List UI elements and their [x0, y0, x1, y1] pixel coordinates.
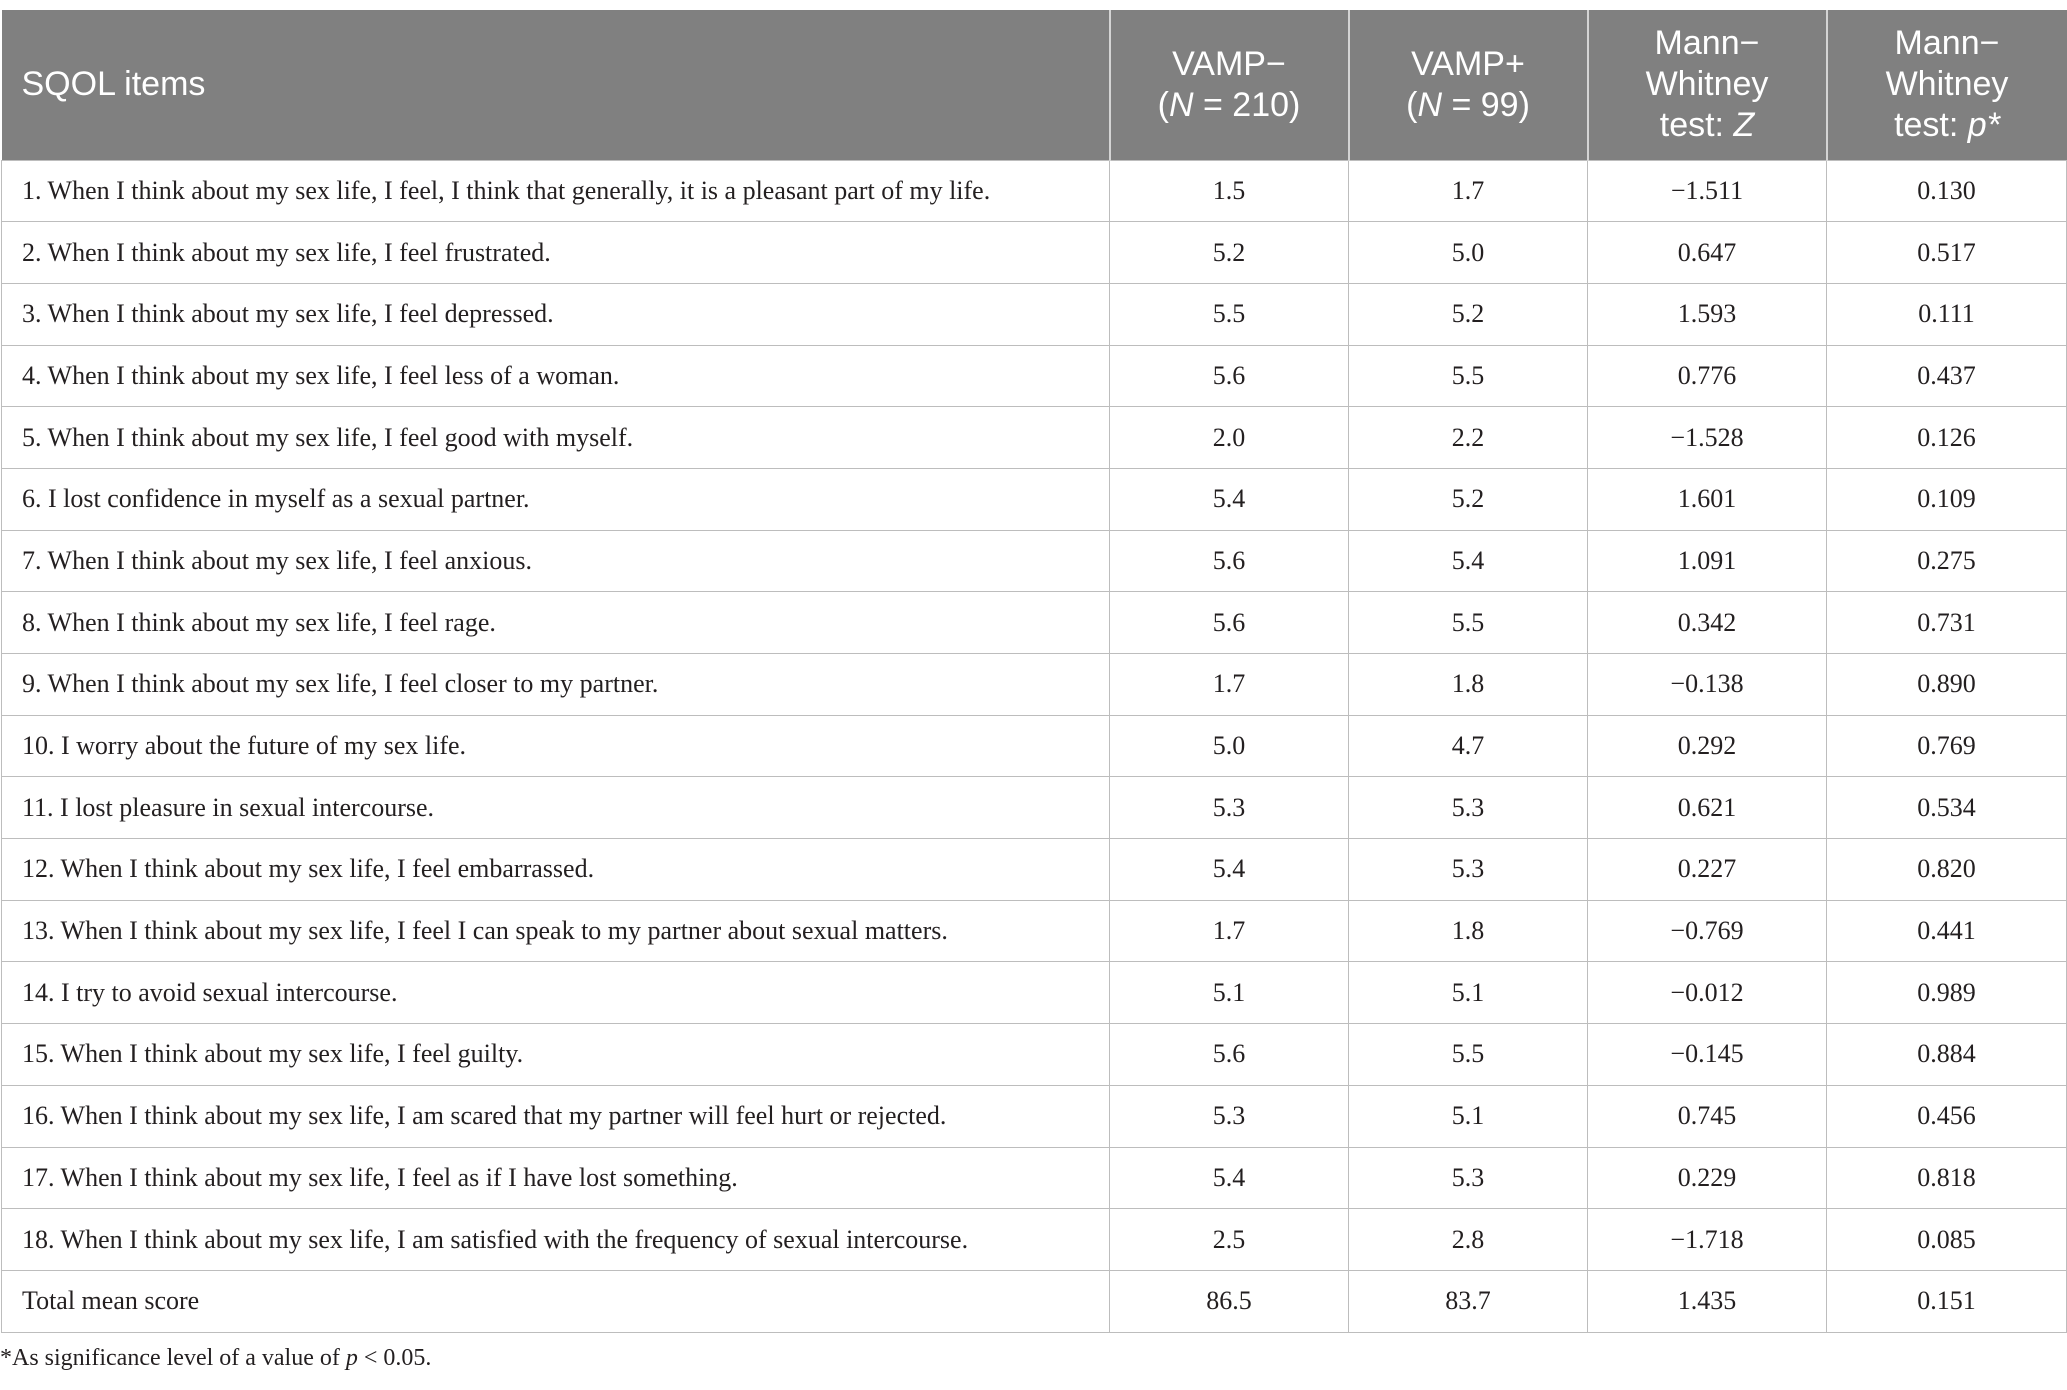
cell-sqol-item: 12. When I think about my sex life, I feel embarrassed. — [2, 839, 1110, 901]
cell-vamp-positive: 5.2 — [1349, 468, 1588, 530]
table-row — [2, 1209, 2067, 1271]
cell-p-value: 0.437 — [1827, 345, 2067, 407]
cell-sqol-item: 11. I lost pleasure in sexual intercourse. — [2, 777, 1110, 839]
cell-p-value: 0.517 — [1827, 222, 2067, 284]
cell-vamp-negative: 5.6 — [1110, 1024, 1349, 1086]
table-row — [2, 654, 2067, 716]
cell-vamp-negative: 1.5 — [1110, 160, 1349, 222]
cell-sqol-item: 7. When I think about my sex life, I feel anxious. — [2, 530, 1110, 592]
cell-p-value: 0.275 — [1827, 530, 2067, 592]
cell-sqol-item: 2. When I think about my sex life, I feel frustrated. — [2, 222, 1110, 284]
cell-z-value: −0.769 — [1588, 900, 1827, 962]
cell-z-value: −0.138 — [1588, 654, 1827, 716]
cell-p-value: 0.111 — [1827, 283, 2067, 345]
table-row — [2, 900, 2067, 962]
cell-vamp-negative: 2.5 — [1110, 1209, 1349, 1271]
cell-vamp-negative: 86.5 — [1110, 1270, 1349, 1332]
cell-vamp-negative: 5.6 — [1110, 592, 1349, 654]
cell-vamp-negative: 5.2 — [1110, 222, 1349, 284]
cell-p-value: 0.731 — [1827, 592, 2067, 654]
cell-vamp-negative: 2.0 — [1110, 407, 1349, 469]
cell-sqol-item: 9. When I think about my sex life, I feel closer to my partner. — [2, 654, 1110, 716]
cell-z-value: −1.528 — [1588, 407, 1827, 469]
cell-sqol-item: 15. When I think about my sex life, I feel guilty. — [2, 1024, 1110, 1086]
cell-vamp-positive: 5.3 — [1349, 1147, 1588, 1209]
cell-vamp-positive: 2.2 — [1349, 407, 1588, 469]
table-row — [2, 407, 2067, 469]
cell-sqol-item: 8. When I think about my sex life, I feel rage. — [2, 592, 1110, 654]
cell-vamp-positive: 5.2 — [1349, 283, 1588, 345]
cell-z-value: 1.435 — [1588, 1270, 1827, 1332]
header-mann-whitney-z: Mann− Whitney test: Z — [1588, 10, 1827, 160]
cell-z-value: 0.647 — [1588, 222, 1827, 284]
cell-vamp-positive: 5.3 — [1349, 839, 1588, 901]
cell-vamp-negative: 5.5 — [1110, 283, 1349, 345]
table-row — [2, 1147, 2067, 1209]
cell-z-value: −1.718 — [1588, 1209, 1827, 1271]
cell-sqol-item: 16. When I think about my sex life, I am scared that my partner will feel hurt or rejected. — [2, 1085, 1110, 1147]
cell-p-value: 0.534 — [1827, 777, 2067, 839]
cell-p-value: 0.769 — [1827, 715, 2067, 777]
cell-p-value: 0.989 — [1827, 962, 2067, 1024]
table-header — [2, 10, 2067, 160]
cell-vamp-negative: 5.6 — [1110, 530, 1349, 592]
cell-vamp-negative: 1.7 — [1110, 654, 1349, 716]
cell-sqol-item: Total mean score — [2, 1270, 1110, 1332]
cell-p-value: 0.130 — [1827, 160, 2067, 222]
cell-sqol-item: 3. When I think about my sex life, I feel depressed. — [2, 283, 1110, 345]
cell-sqol-item: 6. I lost confidence in myself as a sexual partner. — [2, 468, 1110, 530]
cell-vamp-negative: 5.3 — [1110, 777, 1349, 839]
cell-vamp-positive: 5.4 — [1349, 530, 1588, 592]
cell-z-value: 0.292 — [1588, 715, 1827, 777]
cell-sqol-item: 10. I worry about the future of my sex life. — [2, 715, 1110, 777]
table-row — [2, 222, 2067, 284]
cell-sqol-item: 18. When I think about my sex life, I am satisfied with the frequency of sexual intercourse. — [2, 1209, 1110, 1271]
cell-vamp-negative: 5.0 — [1110, 715, 1349, 777]
cell-vamp-positive: 5.3 — [1349, 777, 1588, 839]
cell-vamp-negative: 1.7 — [1110, 900, 1349, 962]
header-row — [2, 10, 2067, 160]
header-sqol-items: SQOL items — [21, 65, 206, 104]
table-row — [2, 1024, 2067, 1086]
cell-vamp-positive: 1.8 — [1349, 900, 1588, 962]
table-row — [2, 160, 2067, 222]
table-body — [2, 160, 2067, 1332]
cell-vamp-negative: 5.4 — [1110, 468, 1349, 530]
cell-sqol-item: 13. When I think about my sex life, I feel I can speak to my partner about sexual matters. — [2, 900, 1110, 962]
cell-vamp-positive: 2.8 — [1349, 1209, 1588, 1271]
cell-sqol-item: 1. When I think about my sex life, I feel, I think that generally, it is a pleasant part of my life. — [2, 160, 1110, 222]
cell-p-value: 0.884 — [1827, 1024, 2067, 1086]
cell-p-value: 0.441 — [1827, 900, 2067, 962]
cell-sqol-item: 17. When I think about my sex life, I feel as if I have lost something. — [2, 1147, 1110, 1209]
cell-vamp-negative: 5.4 — [1110, 839, 1349, 901]
cell-p-value: 0.456 — [1827, 1085, 2067, 1147]
cell-z-value: −0.012 — [1588, 962, 1827, 1024]
table-row — [2, 962, 2067, 1024]
cell-z-value: −0.145 — [1588, 1024, 1827, 1086]
cell-z-value: 1.601 — [1588, 468, 1827, 530]
cell-z-value: 0.227 — [1588, 839, 1827, 901]
cell-p-value: 0.818 — [1827, 1147, 2067, 1209]
cell-vamp-positive: 5.5 — [1349, 592, 1588, 654]
cell-vamp-negative: 5.4 — [1110, 1147, 1349, 1209]
table-footnote: *As significance level of a value of p < 0.05. — [0, 1345, 432, 1371]
cell-sqol-item: 4. When I think about my sex life, I feel less of a woman. — [2, 345, 1110, 407]
cell-p-value: 0.085 — [1827, 1209, 2067, 1271]
cell-p-value: 0.890 — [1827, 654, 2067, 716]
cell-vamp-positive: 5.0 — [1349, 222, 1588, 284]
header-vamp-positive: VAMP+ (N = 99) — [1349, 10, 1588, 160]
cell-vamp-positive: 1.8 — [1349, 654, 1588, 716]
cell-z-value: 0.776 — [1588, 345, 1827, 407]
table-row — [2, 839, 2067, 901]
total-row — [2, 1270, 2067, 1332]
cell-vamp-positive: 1.7 — [1349, 160, 1588, 222]
cell-z-value: 0.342 — [1588, 592, 1827, 654]
cell-z-value: 0.745 — [1588, 1085, 1827, 1147]
table-row — [2, 592, 2067, 654]
cell-p-value: 0.109 — [1827, 468, 2067, 530]
cell-vamp-positive: 5.5 — [1349, 1024, 1588, 1086]
cell-p-value: 0.126 — [1827, 407, 2067, 469]
cell-z-value: 1.593 — [1588, 283, 1827, 345]
table-row — [2, 715, 2067, 777]
cell-p-value: 0.820 — [1827, 839, 2067, 901]
cell-vamp-negative: 5.1 — [1110, 962, 1349, 1024]
table-row — [2, 777, 2067, 839]
cell-p-value: 0.151 — [1827, 1270, 2067, 1332]
cell-vamp-positive: 5.1 — [1349, 1085, 1588, 1147]
cell-z-value: −1.511 — [1588, 160, 1827, 222]
table-row — [2, 1085, 2067, 1147]
sqol-table — [1, 10, 2067, 1333]
cell-z-value: 0.621 — [1588, 777, 1827, 839]
table-row — [2, 345, 2067, 407]
cell-z-value: 0.229 — [1588, 1147, 1827, 1209]
cell-vamp-positive: 83.7 — [1349, 1270, 1588, 1332]
header-mann-whitney-p: Mann− Whitney test: p* — [1827, 10, 2067, 160]
table-row — [2, 530, 2067, 592]
cell-vamp-positive: 5.5 — [1349, 345, 1588, 407]
cell-vamp-negative: 5.3 — [1110, 1085, 1349, 1147]
cell-vamp-positive: 5.1 — [1349, 962, 1588, 1024]
cell-vamp-positive: 4.7 — [1349, 715, 1588, 777]
table-row — [2, 468, 2067, 530]
header-vamp-negative: VAMP− (N = 210) — [1110, 10, 1349, 160]
table-row — [2, 283, 2067, 345]
cell-vamp-negative: 5.6 — [1110, 345, 1349, 407]
cell-sqol-item: 14. I try to avoid sexual intercourse. — [2, 962, 1110, 1024]
cell-sqol-item: 5. When I think about my sex life, I feel good with myself. — [2, 407, 1110, 469]
cell-z-value: 1.091 — [1588, 530, 1827, 592]
